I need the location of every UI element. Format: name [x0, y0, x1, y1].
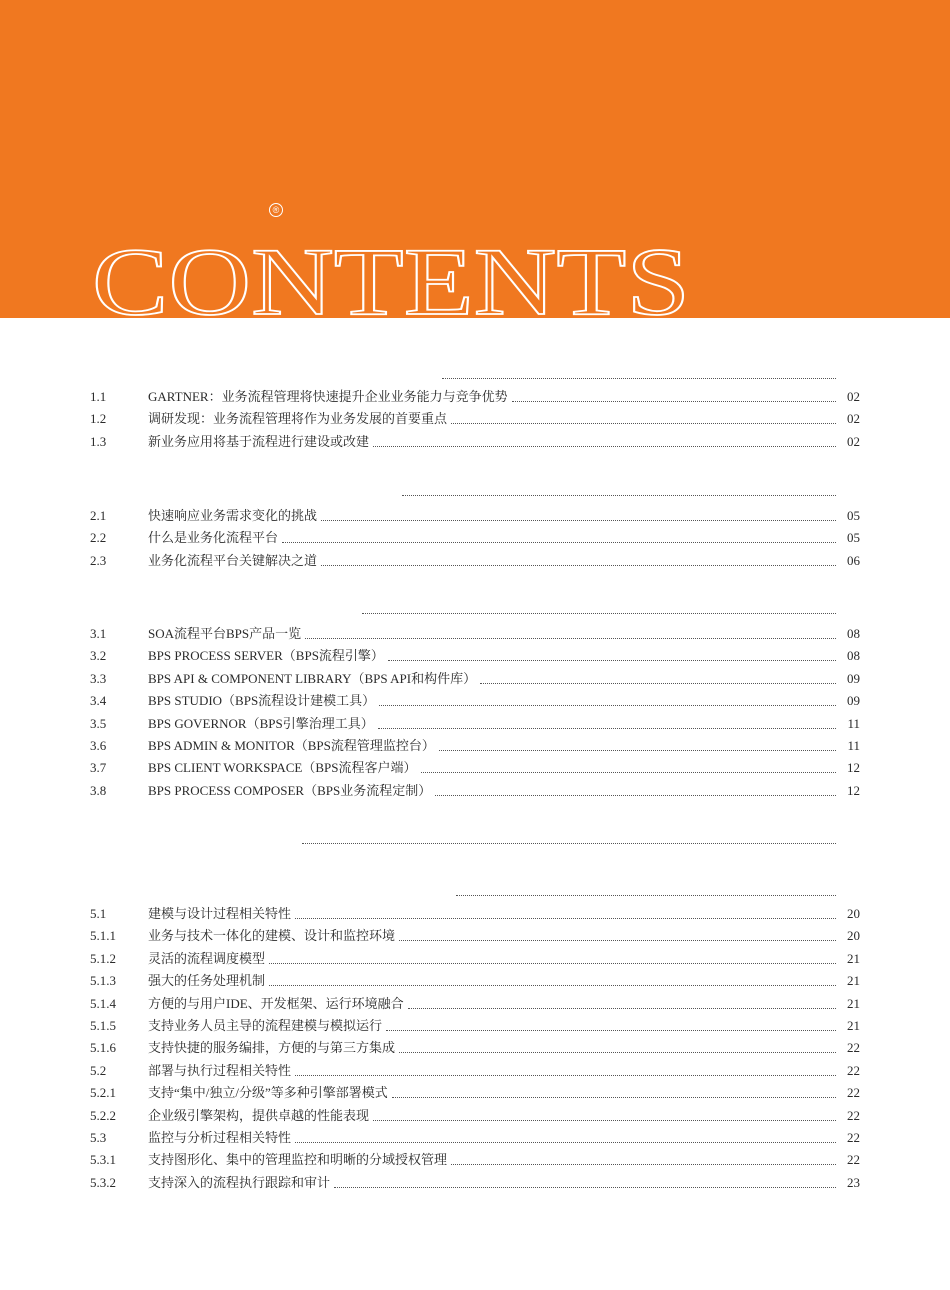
toc-entry[interactable] — [90, 903, 860, 925]
toc-entry[interactable] — [90, 505, 860, 527]
toc-entry-page: 22 — [847, 1062, 860, 1078]
toc-entry[interactable] — [90, 690, 860, 712]
toc-entry-leader — [373, 446, 836, 447]
toc-entry-number: 3.4 — [90, 693, 107, 709]
toc-entry-leader — [480, 683, 836, 684]
toc-entry-number: 2.2 — [90, 530, 107, 546]
toc-entry-leader — [305, 638, 836, 639]
toc-entry-page: 12 — [847, 782, 860, 798]
header-banner — [0, 0, 950, 318]
toc-entry-number: 3.8 — [90, 782, 107, 798]
toc-entry-number: 1.1 — [90, 389, 107, 404]
toc-entry[interactable] — [90, 623, 860, 645]
toc-entry-page: 11 — [847, 738, 860, 753]
toc-entry-leader — [421, 772, 836, 773]
toc-entry-title: 企业级引擎架构，提供卓越的性能表现 — [148, 1107, 370, 1123]
toc-entry-number: 1.3 — [90, 433, 107, 449]
toc-entry-number: 5.1.2 — [90, 950, 116, 966]
toc-entry-page: 09 — [847, 693, 860, 709]
toc-entry-title: 快速响应业务需求变化的挑战 — [148, 508, 318, 523]
toc-entry-title: 监控与分析过程相关特性 — [148, 1130, 292, 1145]
toc-entry-title: 支持快捷的服务编排，方便的与第三方集成 — [148, 1040, 396, 1056]
toc-entry[interactable] — [90, 1015, 860, 1037]
toc-entry-page: 22 — [847, 1107, 860, 1123]
toc-entry[interactable] — [90, 1127, 860, 1149]
toc-entry-title: 支持深入的流程执行跟踪和审计 — [148, 1174, 331, 1190]
toc-entry-title: 业务化流程平台关键解决之道 — [148, 552, 318, 568]
toc-entry-page: 23 — [847, 1174, 860, 1190]
toc-entry-title: GARTNER：业务流程管理将快速提升企业业务能力与竞争优势 — [148, 389, 508, 404]
toc-entry-title: BPS PROCESS COMPOSER（BPS业务流程定制） — [148, 782, 432, 798]
toc-entry-number: 5.2.2 — [90, 1107, 116, 1123]
toc-entry-title: BPS CLIENT WORKSPACE（BPS流程客户端） — [148, 760, 417, 776]
section-heading-leader — [302, 843, 836, 844]
toc-entry-title: 支持“集中/独立/分级”等多种引擎部署模式 — [148, 1085, 388, 1101]
toc-entry-page: 09 — [847, 670, 860, 686]
toc-entry-page: 22 — [847, 1040, 860, 1056]
toc-entry-title: 新业务应用将基于流程进行建设或改建 — [148, 433, 370, 449]
contents-title — [0, 0, 950, 318]
toc-entry-title: 业务与技术一体化的建模、设计和监控环境 — [148, 928, 396, 944]
toc-entry-leader — [451, 423, 836, 424]
toc-entry-leader — [282, 542, 836, 543]
toc-entry-leader — [392, 1097, 836, 1098]
toc-entry-leader — [321, 565, 836, 566]
toc-entry-leader — [451, 1164, 836, 1165]
toc-entry-page: 21 — [847, 973, 860, 989]
toc-entry-leader — [269, 985, 836, 986]
toc-entry-number: 3.3 — [90, 670, 107, 686]
toc-entry-leader — [512, 401, 836, 402]
toc-entry[interactable] — [90, 970, 860, 992]
toc-entry[interactable] — [90, 1060, 860, 1082]
toc-entry-number: 5.2.1 — [90, 1085, 116, 1101]
toc-entry-number: 3.7 — [90, 760, 107, 776]
toc-entry-number: 3.1 — [90, 626, 107, 641]
toc-entry-leader — [386, 1030, 836, 1031]
toc-entry[interactable] — [90, 1149, 860, 1171]
toc-entry-page: 08 — [847, 648, 860, 664]
toc-entry-number: 1.2 — [90, 411, 107, 427]
toc-entry[interactable] — [90, 948, 860, 970]
toc-entry-page: 05 — [847, 530, 860, 546]
toc-entry[interactable] — [90, 1037, 860, 1059]
section-heading-leader — [456, 895, 836, 896]
toc-entry-leader — [379, 705, 836, 706]
toc-entry-page: 20 — [847, 928, 860, 944]
toc-entry[interactable] — [90, 550, 860, 572]
toc-entry[interactable] — [90, 431, 860, 453]
toc-entry-page: 21 — [847, 995, 860, 1011]
toc-entry-title: 方便的与用户IDE、开发框架、运行环境融合 — [148, 995, 404, 1011]
toc-entry-title: 调研发现：业务流程管理将作为业务发展的首要重点 — [148, 411, 448, 427]
toc-entry-title: 什么是业务化流程平台 — [148, 530, 279, 546]
toc-entry-number: 5.1.5 — [90, 1018, 116, 1033]
toc-entry-leader — [388, 660, 836, 661]
toc-entry-title: 支持业务人员主导的流程建模与模拟运行 — [148, 1018, 383, 1033]
toc-entry-page: 22 — [847, 1130, 860, 1145]
toc-entry-number: 5.1.3 — [90, 973, 116, 989]
toc-entry[interactable] — [90, 527, 860, 549]
toc-entry-title: 灵活的流程调度模型 — [148, 950, 266, 966]
toc-entry-leader — [399, 1052, 836, 1053]
toc-entry-title: SOA流程平台BPS产品一览 — [148, 626, 302, 641]
toc-entry-leader — [269, 963, 836, 964]
toc-entry[interactable] — [90, 713, 860, 735]
toc-entry-page: 02 — [847, 411, 860, 427]
toc-entry-page: 20 — [847, 906, 860, 921]
toc-entry-title: BPS GOVERNOR（BPS引擎治理工具） — [148, 715, 374, 731]
contents-title-text: CONTENTS — [92, 228, 690, 318]
toc-entry[interactable] — [90, 757, 860, 779]
toc-entry-number: 3.5 — [90, 715, 107, 731]
toc-entry-leader — [373, 1120, 836, 1121]
toc-entry-number: 5.1.4 — [90, 995, 116, 1011]
toc-entry-page: 02 — [847, 389, 860, 404]
toc-entry-page: 05 — [847, 508, 860, 523]
toc-entry-page: 06 — [847, 552, 860, 568]
toc-entry[interactable] — [90, 645, 860, 667]
toc-entry[interactable] — [90, 993, 860, 1015]
toc-entry[interactable] — [90, 735, 860, 757]
toc-entry-number: 5.3.1 — [90, 1152, 116, 1168]
section-heading-leader — [442, 378, 836, 379]
toc-entry-leader — [334, 1187, 836, 1188]
toc-entry-title: 部署与执行过程相关特性 — [148, 1062, 292, 1078]
toc-entry-number: 3.2 — [90, 648, 107, 664]
toc-entry-leader — [295, 918, 836, 919]
toc-entry-page: 02 — [847, 433, 860, 449]
toc-entry-number: 5.1.1 — [90, 928, 116, 944]
toc-entry-number: 5.3.2 — [90, 1174, 116, 1190]
toc-entry[interactable] — [90, 408, 860, 430]
toc-entry-number: 5.3 — [90, 1130, 107, 1145]
toc-entry-page: 22 — [847, 1152, 860, 1168]
toc-entry-title: 强大的任务处理机制 — [148, 973, 266, 989]
toc-entry[interactable] — [90, 780, 860, 802]
toc-entry-page: 11 — [847, 715, 860, 731]
toc-entry-leader — [408, 1008, 836, 1009]
toc-entry-title: BPS API & COMPONENT LIBRARY（BPS API和构件库） — [148, 670, 477, 686]
toc-entry-leader — [439, 750, 836, 751]
toc-entry-title: BPS STUDIO（BPS流程设计建模工具） — [148, 693, 376, 709]
toc-entry-title: 建模与设计过程相关特性 — [148, 906, 292, 921]
toc-entry-number: 5.1.6 — [90, 1040, 116, 1056]
toc-entry-leader — [435, 795, 836, 796]
toc-entry-page: 08 — [847, 626, 860, 641]
toc-entry-title: BPS PROCESS SERVER（BPS流程引擎） — [148, 648, 384, 664]
section-heading-leader — [362, 613, 836, 614]
toc-entry-leader — [295, 1142, 836, 1143]
toc-entry[interactable] — [90, 1082, 860, 1104]
toc-entry[interactable] — [90, 386, 860, 408]
toc-entry-page: 21 — [847, 1018, 860, 1033]
toc-entry[interactable] — [90, 1105, 860, 1127]
toc-entry-page: 22 — [847, 1085, 860, 1101]
toc-entry[interactable] — [90, 925, 860, 947]
toc-entry[interactable] — [90, 668, 860, 690]
toc-entry-number: 5.2 — [90, 1062, 107, 1078]
toc-entry-leader — [378, 728, 836, 729]
toc-entry-leader — [295, 1075, 836, 1076]
toc-entry-title: 支持图形化、集中的管理监控和明晰的分域授权管理 — [148, 1152, 448, 1168]
registered-mark: ® — [269, 203, 283, 217]
toc-entry-page: 21 — [847, 950, 860, 966]
toc-entry-number: 3.6 — [90, 738, 107, 753]
toc-entry-number: 2.3 — [90, 552, 107, 568]
toc-entry-leader — [399, 940, 836, 941]
toc-entry-number: 2.1 — [90, 508, 107, 523]
toc-entry-title: BPS ADMIN & MONITOR（BPS流程管理监控台） — [148, 738, 435, 753]
toc-entry[interactable] — [90, 1172, 860, 1194]
toc-entry-page: 12 — [847, 760, 860, 776]
toc-entry-number: 5.1 — [90, 906, 107, 921]
section-heading-leader — [402, 495, 836, 496]
toc-entry-leader — [321, 520, 836, 521]
